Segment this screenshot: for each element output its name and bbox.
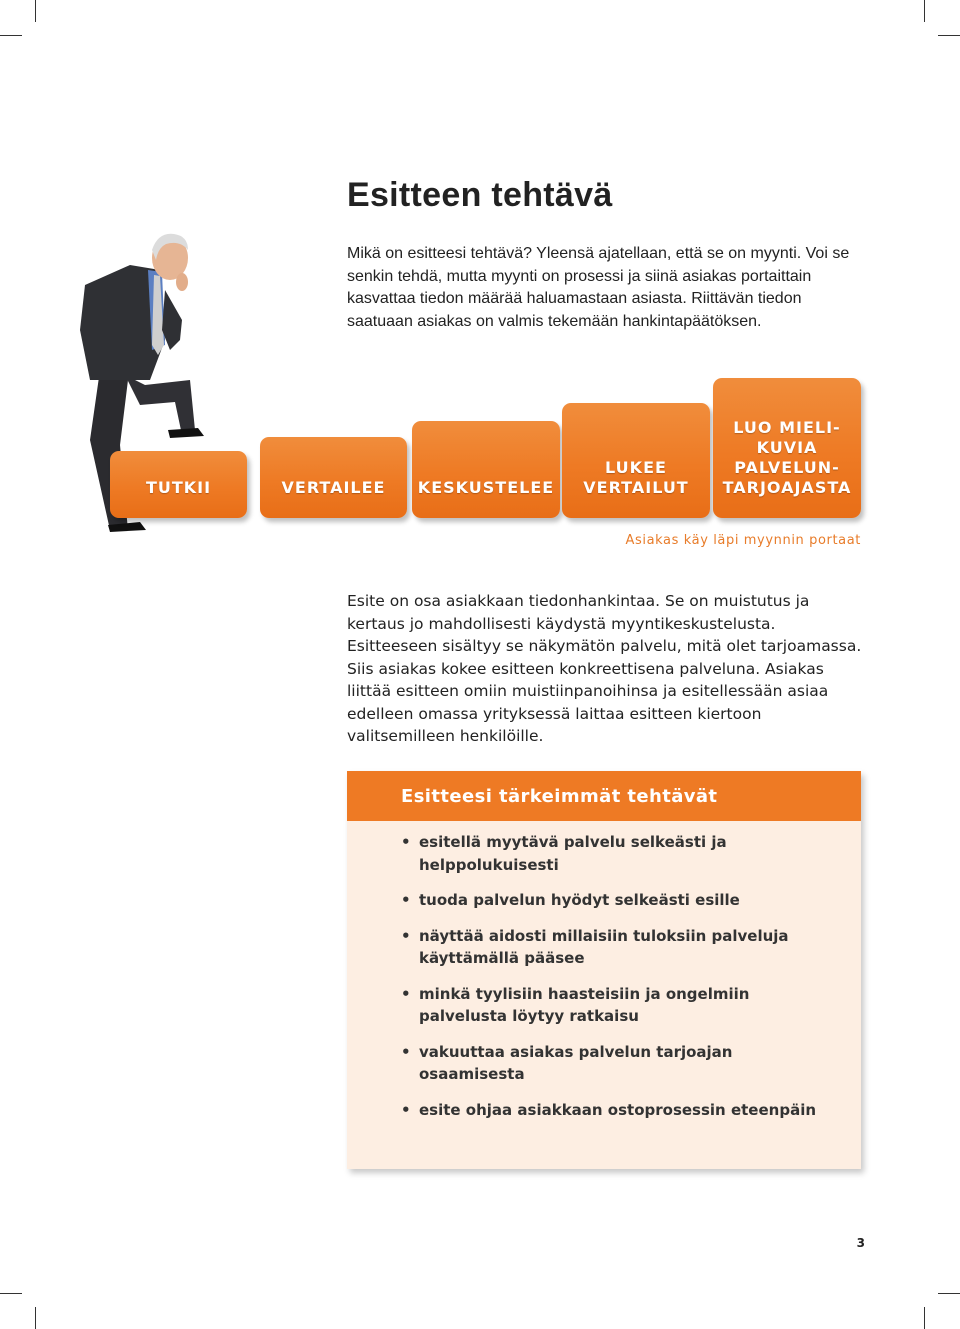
crop-mark bbox=[0, 35, 22, 36]
crop-mark bbox=[938, 1293, 960, 1294]
stair-step-1: TUTKII bbox=[110, 451, 247, 518]
crop-mark bbox=[924, 0, 925, 22]
stair-step-4: LUKEE VERTAILUT bbox=[562, 403, 710, 518]
list-item: • esite ohjaa asiakkaan ostoprosessin eteenpäin bbox=[401, 1100, 817, 1119]
stairs-caption: Asiakas käy läpi myynnin portaat bbox=[625, 533, 861, 548]
list-item: • minkä tyylisiin haasteisiin ja ongelmiin palvelusta löytyy ratkaisu bbox=[401, 984, 750, 1025]
stair-step-5: LUO MIELI- KUVIA PALVELUN- TARJOAJASTA bbox=[713, 378, 861, 518]
list-item: • vakuuttaa asiakas palvelun tarjoajan osaamisesta bbox=[401, 1042, 733, 1083]
list-item: • tuoda palvelun hyödyt selkeästi esille bbox=[401, 891, 740, 909]
crop-mark bbox=[938, 35, 960, 36]
list-item: • esitellä myytävä palvelu selkeästi ja helppolukuisesti bbox=[401, 833, 727, 874]
crop-mark bbox=[924, 1307, 925, 1329]
crop-mark bbox=[35, 1307, 36, 1329]
page-number: 3 bbox=[856, 1236, 865, 1250]
crop-mark bbox=[0, 1293, 22, 1294]
key-tasks-box bbox=[347, 771, 861, 1169]
intro-paragraph: Mikä on esitteesi tehtävä? Yleensä ajatellaan, että se on myynti. Voi se senkin tehdä, mutta myynti on prosessi ja siinä asiakas portaittain kasvattaa tiedon määrää haluamastaan asiasta. Riittävän tiedon saatuaan asiakas on valmis tekemään hankintapäätöksen. bbox=[347, 245, 850, 330]
list-item: • näyttää aidosti millaisiin tuloksiin palveluja käyttämällä pääsee bbox=[401, 926, 789, 967]
body-paragraph: Esite on osa asiakkaan tiedonhankintaa. Se on muistutus ja kertaus jo mahdollisesti käydystä myyntikeskustelusta. Esitteeseen sisältyy se näkymätön palvelu, mitä olet tarjoamassa. Siis asiakas kokee esitteen konkreettisena palveluna. Asiakas liittää esitteen omiin muistiinpanoihinsa ja esitellessään asiaa edelleen omassa yrityksessä laittaa esitteen kiertoon valitsemilleen henkilöille. bbox=[347, 592, 862, 745]
key-tasks-heading: Esitteesi tärkeimmät tehtävät bbox=[347, 771, 861, 821]
page-title: Esitteen tehtävä bbox=[347, 176, 613, 214]
stair-step-2: VERTAILEE bbox=[260, 437, 407, 518]
crop-mark bbox=[35, 0, 36, 22]
stair-step-3: KESKUSTELEE bbox=[412, 421, 560, 518]
key-tasks-list bbox=[401, 831, 821, 1134]
